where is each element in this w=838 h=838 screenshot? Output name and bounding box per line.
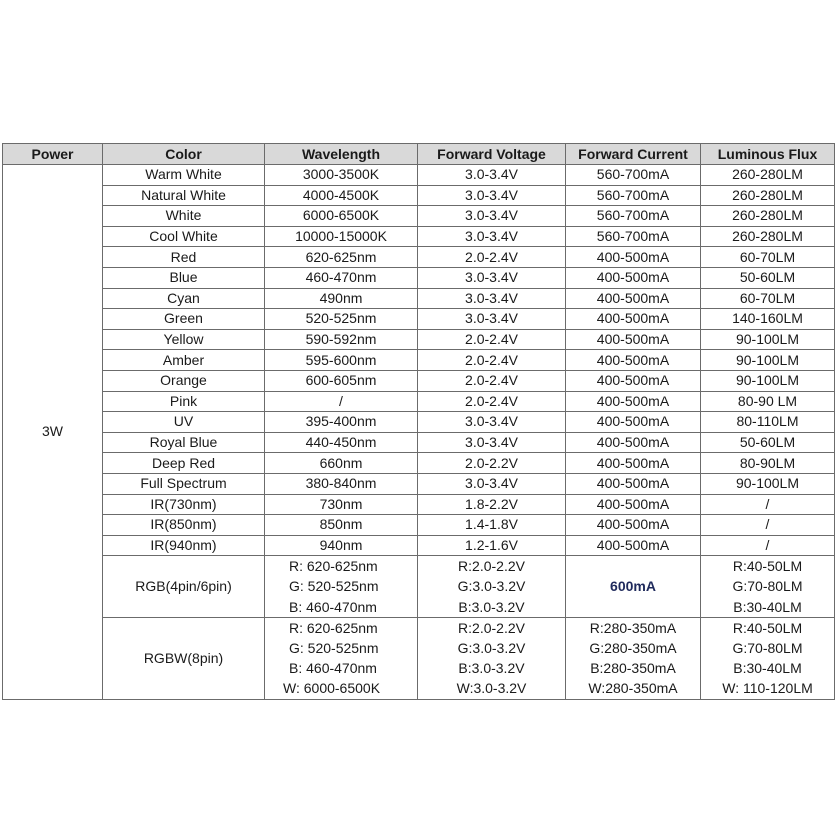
flux-cell: 140-160LM [701, 309, 835, 330]
color-cell: Cool White [103, 226, 265, 247]
led-spec-table [2, 143, 835, 700]
wavelength-cell: 460-470nm [265, 267, 418, 288]
current-cell: 400-500mA [566, 329, 701, 350]
table-row [3, 309, 835, 330]
rgbw-voltage-r: R:2.0-2.2V [458, 619, 525, 636]
current-cell: 400-500mA [566, 309, 701, 330]
current-cell: 400-500mA [566, 391, 701, 412]
current-cell: 560-700mA [566, 185, 701, 206]
rgb-voltage-g: G:3.0-3.2V [457, 578, 526, 595]
voltage-cell: 2.0-2.4V [418, 329, 566, 350]
rgbw-flux-b: B:30-40LM [733, 660, 802, 677]
voltage-cell: 3.0-3.4V [418, 185, 566, 206]
flux-cell: 50-60LM [701, 267, 835, 288]
rgb-color-cell: RGB(4pin/6pin) [103, 556, 265, 618]
table-row [3, 350, 835, 371]
current-cell: 400-500mA [566, 432, 701, 453]
wavelength-cell: 395-400nm [265, 412, 418, 433]
table-row [3, 247, 835, 268]
color-cell: UV [103, 412, 265, 433]
rgb-flux-cell [701, 556, 835, 618]
voltage-cell: 1.2-1.6V [418, 535, 566, 556]
header-luminous-flux: Luminous Flux [701, 144, 835, 165]
rgb-flux-b: B:30-40LM [733, 598, 802, 615]
wavelength-cell: / [265, 391, 418, 412]
rgbw-wavelength-r: R: 620-625nm [289, 619, 378, 636]
flux-cell: / [701, 535, 835, 556]
voltage-cell: 2.0-2.2V [418, 453, 566, 474]
rgbw-voltage-w: W:3.0-3.2V [456, 680, 527, 697]
current-cell: 400-500mA [566, 267, 701, 288]
rgbw-voltage-g: G:3.0-3.2V [457, 640, 526, 657]
table-row [3, 165, 835, 186]
color-cell: Green [103, 309, 265, 330]
rgbw-voltage-b: B:3.0-3.2V [458, 660, 525, 677]
wavelength-cell: 595-600nm [265, 350, 418, 371]
wavelength-cell: 10000-15000K [265, 226, 418, 247]
voltage-cell: 2.0-2.4V [418, 370, 566, 391]
voltage-cell: 3.0-3.4V [418, 309, 566, 330]
current-cell: 400-500mA [566, 350, 701, 371]
wavelength-cell: 6000-6500K [265, 206, 418, 227]
flux-cell: 90-100LM [701, 473, 835, 494]
rgb-wavelength-b: B: 460-470nm [289, 598, 377, 615]
flux-cell: 260-280LM [701, 185, 835, 206]
current-cell: 560-700mA [566, 165, 701, 186]
rgbw-current-b: B:280-350mA [590, 660, 676, 677]
current-cell: 400-500mA [566, 494, 701, 515]
color-cell: Deep Red [103, 453, 265, 474]
color-cell: Yellow [103, 329, 265, 350]
rgb-voltage-cell [418, 556, 566, 618]
wavelength-cell: 440-450nm [265, 432, 418, 453]
power-value: 3W [3, 165, 103, 700]
color-cell: Orange [103, 370, 265, 391]
wavelength-cell: 660nm [265, 453, 418, 474]
rgbw-wavelength-w: W: 6000-6500K [283, 680, 381, 697]
header-forward-current: Forward Current [566, 144, 701, 165]
table-row [3, 267, 835, 288]
rgbw-wavelength-cell [265, 617, 418, 699]
rgbw-flux-cell [701, 617, 835, 699]
flux-cell: 90-100LM [701, 370, 835, 391]
color-cell: IR(850nm) [103, 515, 265, 536]
header-row [3, 144, 835, 165]
voltage-cell: 1.4-1.8V [418, 515, 566, 536]
color-cell: Pink [103, 391, 265, 412]
wavelength-cell: 590-592nm [265, 329, 418, 350]
table-row [3, 515, 835, 536]
wavelength-cell: 730nm [265, 494, 418, 515]
rgbw-wavelength-b: B: 460-470nm [289, 660, 377, 677]
rgbw-color-cell: RGBW(8pin) [103, 617, 265, 699]
rgbw-current-cell [566, 617, 701, 699]
voltage-cell: 3.0-3.4V [418, 267, 566, 288]
wavelength-cell: 4000-4500K [265, 185, 418, 206]
flux-cell: 260-280LM [701, 226, 835, 247]
voltage-cell: 2.0-2.4V [418, 247, 566, 268]
color-cell: Full Spectrum [103, 473, 265, 494]
rgb-wavelength-r: R: 620-625nm [289, 558, 378, 575]
rgb-row [3, 556, 835, 618]
rgbw-voltage-cell [418, 617, 566, 699]
current-cell: 560-700mA [566, 206, 701, 227]
flux-cell: 80-110LM [701, 412, 835, 433]
table-row [3, 473, 835, 494]
rgb-current-cell: 600mA [566, 556, 701, 618]
current-cell: 400-500mA [566, 370, 701, 391]
flux-cell: 90-100LM [701, 329, 835, 350]
flux-cell: 260-280LM [701, 206, 835, 227]
rgbw-wavelength-g: G: 520-525nm [289, 640, 379, 657]
wavelength-cell: 520-525nm [265, 309, 418, 330]
color-cell: Cyan [103, 288, 265, 309]
table-row [3, 494, 835, 515]
header-power: Power [3, 144, 103, 165]
flux-cell: 80-90LM [701, 453, 835, 474]
table-row [3, 226, 835, 247]
rgb-voltage-b: B:3.0-3.2V [458, 598, 525, 615]
rgb-flux-g: G:70-80LM [732, 578, 803, 595]
flux-cell: 50-60LM [701, 432, 835, 453]
rgb-wavelength-g: G: 520-525nm [289, 578, 379, 595]
flux-cell: / [701, 494, 835, 515]
flux-cell: / [701, 515, 835, 536]
wavelength-cell: 490nm [265, 288, 418, 309]
rgbw-flux-w: W: 110-120LM [722, 680, 813, 697]
color-cell: Royal Blue [103, 432, 265, 453]
rgbw-current-r: R:280-350mA [589, 619, 677, 636]
table-row [3, 453, 835, 474]
header-wavelength: Wavelength [265, 144, 418, 165]
current-cell: 400-500mA [566, 515, 701, 536]
current-cell: 400-500mA [566, 288, 701, 309]
header-forward-voltage: Forward Voltage [418, 144, 566, 165]
color-cell: White [103, 206, 265, 227]
current-cell: 400-500mA [566, 412, 701, 433]
wavelength-cell: 620-625nm [265, 247, 418, 268]
voltage-cell: 2.0-2.4V [418, 391, 566, 412]
flux-cell: 60-70LM [701, 247, 835, 268]
voltage-cell: 3.0-3.4V [418, 432, 566, 453]
color-cell: IR(730nm) [103, 494, 265, 515]
wavelength-cell: 3000-3500K [265, 165, 418, 186]
table-row [3, 535, 835, 556]
header-color: Color [103, 144, 265, 165]
voltage-cell: 3.0-3.4V [418, 165, 566, 186]
voltage-cell: 3.0-3.4V [418, 288, 566, 309]
table-row [3, 370, 835, 391]
flux-cell: 60-70LM [701, 288, 835, 309]
color-cell: Natural White [103, 185, 265, 206]
color-cell: IR(940nm) [103, 535, 265, 556]
table-row [3, 412, 835, 433]
voltage-cell: 1.8-2.2V [418, 494, 566, 515]
table-row [3, 432, 835, 453]
voltage-cell: 3.0-3.4V [418, 473, 566, 494]
color-cell: Blue [103, 267, 265, 288]
table-row [3, 329, 835, 350]
rgbw-current-w: W:280-350mA [588, 680, 678, 697]
rgbw-row [3, 617, 835, 699]
color-cell: Amber [103, 350, 265, 371]
voltage-cell: 3.0-3.4V [418, 226, 566, 247]
table-row [3, 206, 835, 227]
voltage-cell: 3.0-3.4V [418, 412, 566, 433]
rgb-voltage-r: R:2.0-2.2V [458, 558, 525, 575]
table-row [3, 288, 835, 309]
wavelength-cell: 600-605nm [265, 370, 418, 391]
wavelength-cell: 380-840nm [265, 473, 418, 494]
table-row [3, 185, 835, 206]
wavelength-cell: 940nm [265, 535, 418, 556]
rgb-wavelength-cell [265, 556, 418, 618]
flux-cell: 80-90 LM [701, 391, 835, 412]
rgbw-flux-g: G:70-80LM [732, 640, 803, 657]
voltage-cell: 2.0-2.4V [418, 350, 566, 371]
color-cell: Red [103, 247, 265, 268]
current-cell: 400-500mA [566, 247, 701, 268]
rgb-flux-r: R:40-50LM [732, 558, 803, 575]
rgbw-current-g: G:280-350mA [589, 640, 677, 657]
flux-cell: 90-100LM [701, 350, 835, 371]
current-cell: 400-500mA [566, 453, 701, 474]
flux-cell: 260-280LM [701, 165, 835, 186]
table-row [3, 391, 835, 412]
color-cell: Warm White [103, 165, 265, 186]
current-cell: 400-500mA [566, 535, 701, 556]
current-cell: 400-500mA [566, 473, 701, 494]
rgbw-flux-r: R:40-50LM [732, 619, 803, 636]
current-cell: 560-700mA [566, 226, 701, 247]
voltage-cell: 3.0-3.4V [418, 206, 566, 227]
wavelength-cell: 850nm [265, 515, 418, 536]
